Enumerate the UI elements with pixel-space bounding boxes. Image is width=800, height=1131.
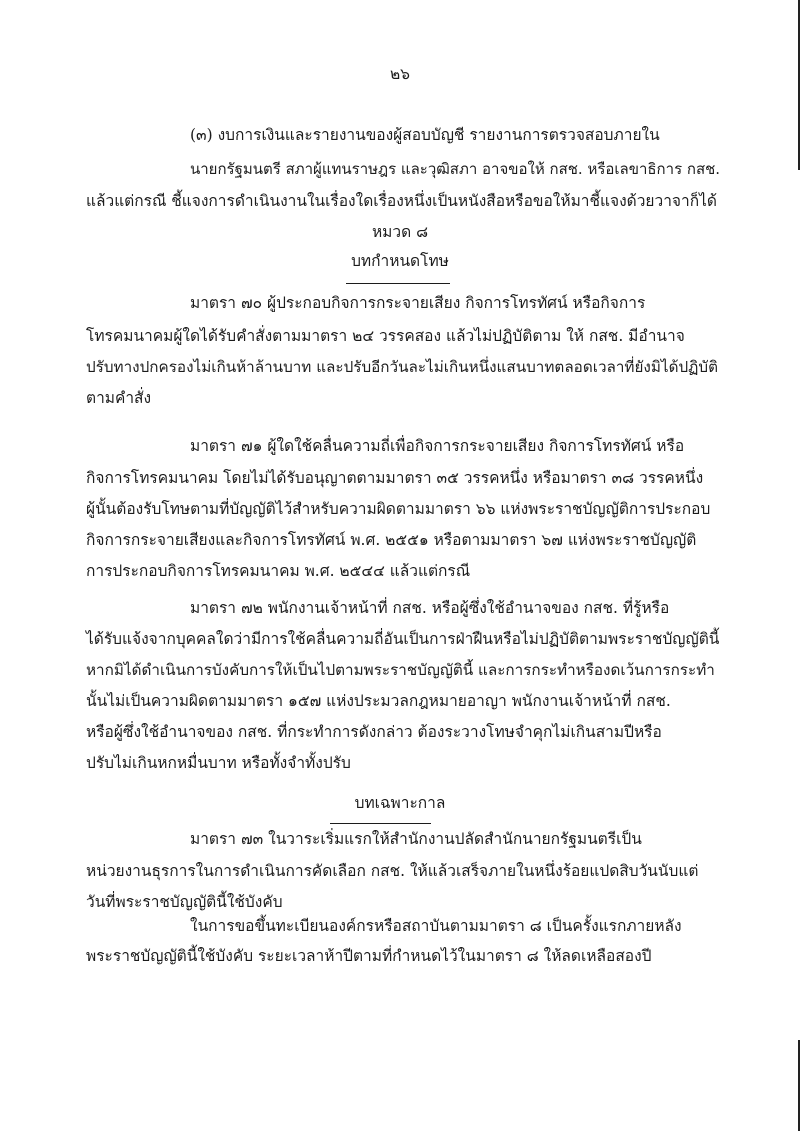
section70-line3: ปรับทางปกครองไม่เกินห้าล้านบาท และปรับอีกวันละไม่เกินหนึ่งแสนบาทตลอดเวลาที่ยังมิได้ปฏิบัติ	[86, 358, 718, 376]
section71-line1: มาตรา ๗๑ ผู้ใดใช้คลื่นความถี่เพื่อกิจการกระจายเสียง กิจการโทรทัศน์ หรือ	[190, 437, 685, 455]
section72-line5: หรือผู้ซึ่งใช้อำนาจของ กสช. ที่กระทำการดังกล่าว ต้องระวางโทษจำคุกไม่เกินสามปีหรือ	[86, 723, 662, 741]
section73-line3: วันที่พระราชบัญญัตินี้ใช้บังคับ	[86, 893, 283, 911]
section3-line3: แล้วแต่กรณี ชี้แจงการดำเนินงานในเรื่องใดเรื่องหนึ่งเป็นหนังสือหรือขอให้มาชี้แจงด้วยวาจาก็ได้	[86, 192, 717, 210]
section73-line4: ในการขอขึ้นทะเบียนองค์กรหรือสถาบันตามมาตรา ๘ เป็นครั้งแรกภายหลัง	[190, 917, 682, 935]
section71-line2: กิจการโทรคมนาคม โดยไม่ได้รับอนุญาตตามมาตรา ๓๕ วรรคหนึ่ง หรือมาตรา ๓๘ วรรคหนึ่ง	[86, 469, 704, 487]
section73-line2: หน่วยงานธุรการในการดำเนินการคัดเลือก กสช. ให้แล้วเสร็จภายในหนึ่งร้อยแปดสิบวันนับแต่	[86, 862, 699, 880]
section73-line5: พระราชบัญญัตินี้ใช้บังคับ ระยะเวลาห้าปีตามที่กำหนดไว้ในมาตรา ๘ ให้ลดเหลือสองปี	[86, 947, 652, 965]
section3-line1: (๓) งบการเงินและรายงานของผู้สอบบัญชี รายงานการตรวจสอบภายใน	[190, 126, 660, 144]
section71-line5: การประกอบกิจการโทรคมนาคม พ.ศ. ๒๕๔๔ แล้วแต่กรณี	[86, 562, 471, 580]
page-number: ๒๖	[389, 65, 411, 83]
chapter-title: บทกำหนดโทษ	[351, 252, 449, 270]
section3-line2: นายกรัฐมนตรี สภาผู้แทนราษฎร และวุฒิสภา อาจขอให้ กสช. หรือเลขาธิการ กสช.	[190, 160, 721, 178]
chapter-number: หมวด ๘	[371, 223, 429, 241]
section70-line1: มาตรา ๗๐ ผู้ประกอบกิจการกระจายเสียง กิจการโทรทัศน์ หรือกิจการ	[190, 294, 646, 312]
section72-line2: ได้รับแจ้งจากบุคคลใดว่ามีการใช้คลื่นความถี่อันเป็นการฝ่าฝืนหรือไม่ปฏิบัติตามพระราชบัญญัตินี้	[86, 630, 720, 648]
section72-line1: มาตรา ๗๒ พนักงานเจ้าหน้าที่ กสช. หรือผู้ซึ่งใช้อำนาจของ กสช. ที่รู้หรือ	[190, 599, 670, 617]
transitional-title: บทเฉพาะกาล	[354, 794, 446, 812]
section72-line4: นั้นไม่เป็นความผิดตามมาตรา ๑๕๗ แห่งประมวลกฎหมายอาญา พนักงานเจ้าหน้าที่ กสช.	[86, 692, 671, 710]
section73-line1: มาตรา ๗๓ ในวาระเริ่มแรกให้สำนักงานปลัดสำนักนายกรัฐมนตรีเป็น	[190, 830, 642, 848]
section72-line6: ปรับไม่เกินหกหมื่นบาท หรือทั้งจำทั้งปรับ	[86, 754, 351, 772]
chapter-divider	[346, 283, 450, 284]
transitional-divider	[330, 823, 431, 824]
section70-line4: ตามคำสั่ง	[86, 389, 152, 407]
section70-line2: โทรคมนาคมผู้ใดได้รับคำสั่งตามมาตรา ๒๔ วรรคสอง แล้วไม่ปฏิบัติตาม ให้ กสช. มีอำนาจ	[86, 327, 685, 345]
section71-line3: ผู้นั้นต้องรับโทษตามที่บัญญัติไว้สำหรับความผิดตามมาตรา ๖๖ แห่งพระราชบัญญัติการประกอบ	[86, 500, 711, 518]
section72-line3: หากมิได้ดำเนินการบังคับการให้เป็นไปตามพระราชบัญญัตินี้ และการกระทำหรืองดเว้นการกระทำ	[86, 661, 715, 679]
section71-line4: กิจการกระจายเสียงและกิจการโทรทัศน์ พ.ศ. ๒๕๕๑ หรือตามมาตรา ๖๗ แห่งพระราชบัญญัติ	[86, 531, 697, 549]
